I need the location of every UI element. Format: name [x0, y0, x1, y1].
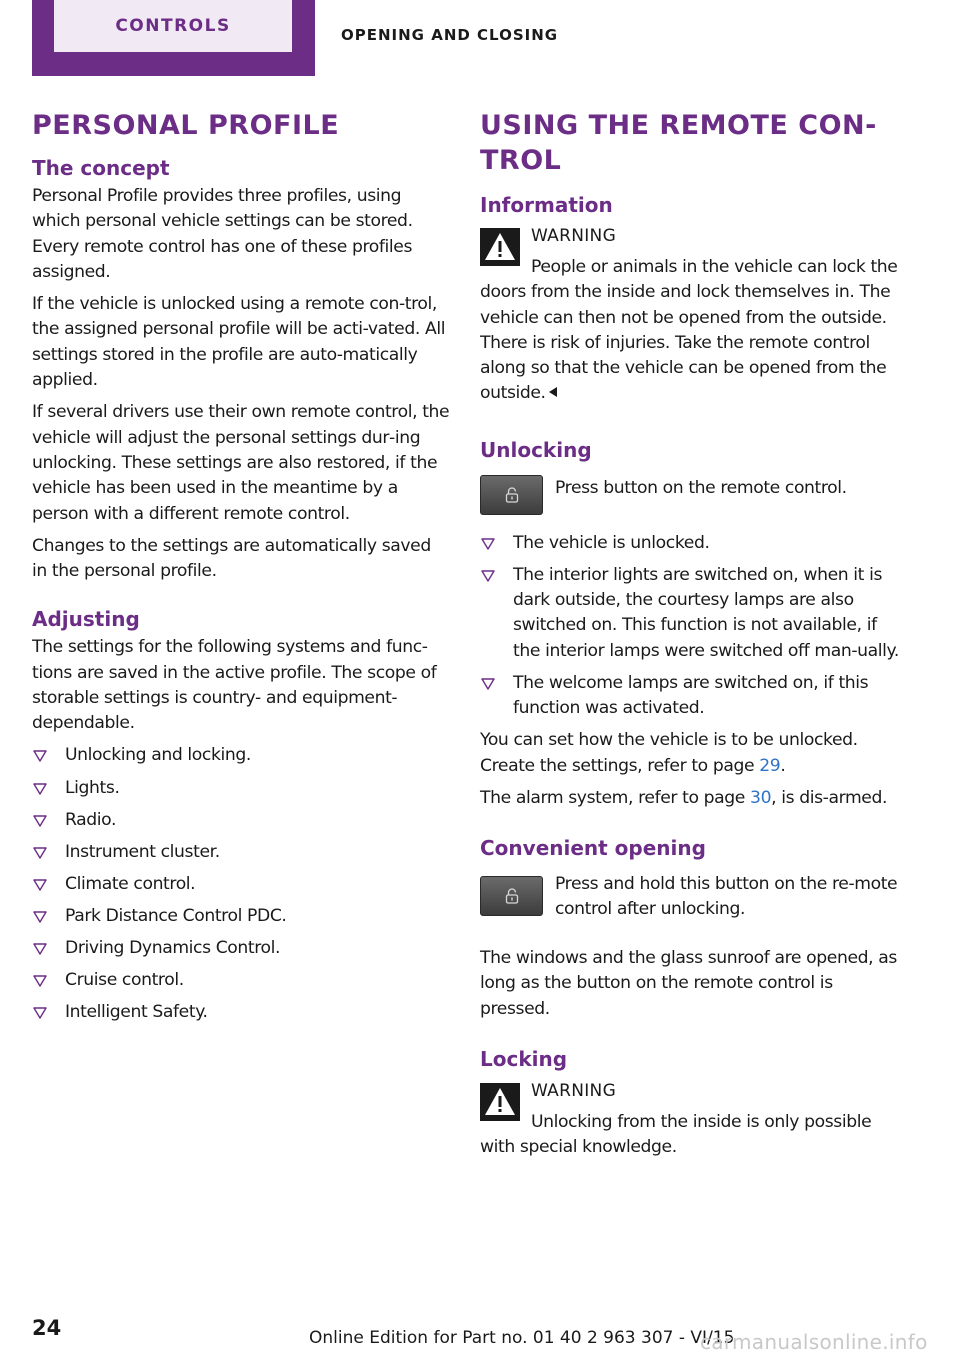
list-item: The vehicle is unlocked.	[480, 531, 900, 556]
personal-profile-heading: PERSONAL PROFILE	[32, 110, 340, 141]
warning-block-children	[480, 224, 900, 407]
list-item: Cruise control.	[32, 968, 450, 993]
triangle-bullet-icon	[33, 943, 47, 955]
list-item: The welcome lamps are switched on, if this function was activated.	[480, 671, 900, 722]
information-heading: Information	[480, 193, 613, 217]
triangle-bullet-icon	[33, 879, 47, 891]
chapter-tab[interactable]	[32, 0, 315, 76]
remote-control-heading-line-2: TROL	[480, 145, 562, 176]
warning-icon	[480, 1083, 520, 1121]
chapter-tab-inner	[54, 0, 292, 52]
unlock-icon	[505, 487, 519, 503]
alarm-paragraph: The alarm system, refer to page 30, is dis‐armed.	[480, 787, 888, 808]
adjusting-paragraph: The settings for the following systems and func‐tions are saved in the active profile. The scope of storable settings is country- and equipment-dependable.	[32, 637, 437, 734]
right-column	[480, 108, 900, 1161]
list-item: The interior lights are switched on, when it is dark outside, the courtesy lamps are also switched on. This function is not available, if the interior lamps were switched off man‐ually.	[480, 563, 900, 664]
concept-paragraph-3: If several drivers use their own remote control, the vehicle will adjust the personal settings dur‐ing unlocking. These settings are also restored, if the vehicle has been used in the meantime by a person with a different remote control.	[32, 402, 450, 524]
page-header	[0, 0, 960, 76]
watermark: carmanualsonline.info	[700, 1330, 928, 1354]
remote-unlock-button-image	[480, 475, 543, 515]
unlocking-heading: Unlocking	[480, 437, 592, 462]
page-29-link[interactable]: 29	[759, 755, 781, 776]
list-item: Lights.	[32, 776, 450, 801]
triangle-bullet-icon	[481, 678, 495, 690]
warning-icon	[480, 228, 520, 266]
unlock-settings-paragraph: You can set how the vehicle is to be unlocked. Create the settings, refer to page 29.	[480, 730, 858, 776]
remote-control-heading	[480, 108, 900, 178]
concept-heading: The concept	[32, 156, 170, 180]
unlock-button-block	[480, 475, 900, 525]
page-number: 24	[32, 1316, 62, 1340]
chapter-tab-label: CONTROLS	[115, 16, 231, 36]
list-item: Climate control.	[32, 872, 450, 897]
warning-label: WARNING	[531, 226, 617, 246]
warning-label: WARNING	[531, 1081, 617, 1102]
section-label[interactable]: OPENING AND CLOSING	[341, 26, 559, 44]
convenient-opening-heading: Convenient opening	[480, 836, 706, 861]
triangle-bullet-icon	[481, 538, 495, 550]
profile-settings-list	[32, 743, 450, 1025]
concept-paragraph-1: Personal Profile provides three profiles, using which personal vehicle settings can be stored. Every remote control has one of these profiles assigned.	[32, 186, 413, 282]
triangle-bullet-icon	[33, 1007, 47, 1019]
triangle-bullet-icon	[33, 847, 47, 859]
triangle-bullet-icon	[33, 815, 47, 827]
left-column	[32, 108, 450, 1025]
remote-control-heading-line-1: USING THE REMOTE CON‐	[480, 110, 877, 141]
convenient-button-text: Press and hold this button on the re‐mote control after unlocking.	[555, 874, 898, 920]
list-item: Driving Dynamics Control.	[32, 936, 450, 961]
triangle-bullet-icon	[33, 750, 47, 762]
concept-paragraph-4: Changes to the settings are automatically saved in the personal profile.	[32, 535, 431, 582]
convenient-button-block	[480, 872, 900, 938]
triangle-bullet-icon	[481, 570, 495, 582]
unlock-icon	[505, 888, 519, 904]
list-item: Park Distance Control PDC.	[32, 904, 450, 929]
warning-block-locking	[480, 1079, 900, 1161]
warning-text: People or animals in the vehicle can lock the doors from the inside and lock themselves in. The vehicle can then not be opened from the outside. There is risk of injuries. Take the remote control along so that the vehicle can be opened from the outside.	[480, 257, 898, 404]
list-item: Radio.	[32, 808, 450, 833]
locking-heading: Locking	[480, 1047, 568, 1072]
remote-unlock-button-image	[480, 876, 543, 916]
triangle-bullet-icon	[33, 783, 47, 795]
triangle-bullet-icon	[33, 911, 47, 923]
end-mark-icon	[549, 387, 557, 397]
list-item: Unlocking and locking.	[32, 743, 450, 768]
unlock-button-text: Press button on the remote control.	[555, 477, 847, 498]
page-30-link[interactable]: 30	[750, 787, 772, 808]
locking-warning-text: Unlocking from the inside is only possible with special knowledge.	[480, 1112, 872, 1158]
adjusting-heading: Adjusting	[32, 607, 140, 632]
convenient-paragraph: The windows and the glass sunroof are opened, as long as the button on the remote control is pressed.	[480, 948, 897, 1019]
list-item: Instrument cluster.	[32, 840, 450, 865]
concept-paragraph-2: If the vehicle is unlocked using a remote con‐trol, the assigned personal profile will be acti‐vated. All settings stored in the profile are auto‐matically applied.	[32, 294, 446, 391]
edition-line: Online Edition for Part no. 01 40 2 963 307 - VI/15	[309, 1328, 735, 1348]
unlock-effects-list	[480, 531, 900, 722]
triangle-bullet-icon	[33, 975, 47, 987]
list-item: Intelligent Safety.	[32, 1000, 450, 1025]
